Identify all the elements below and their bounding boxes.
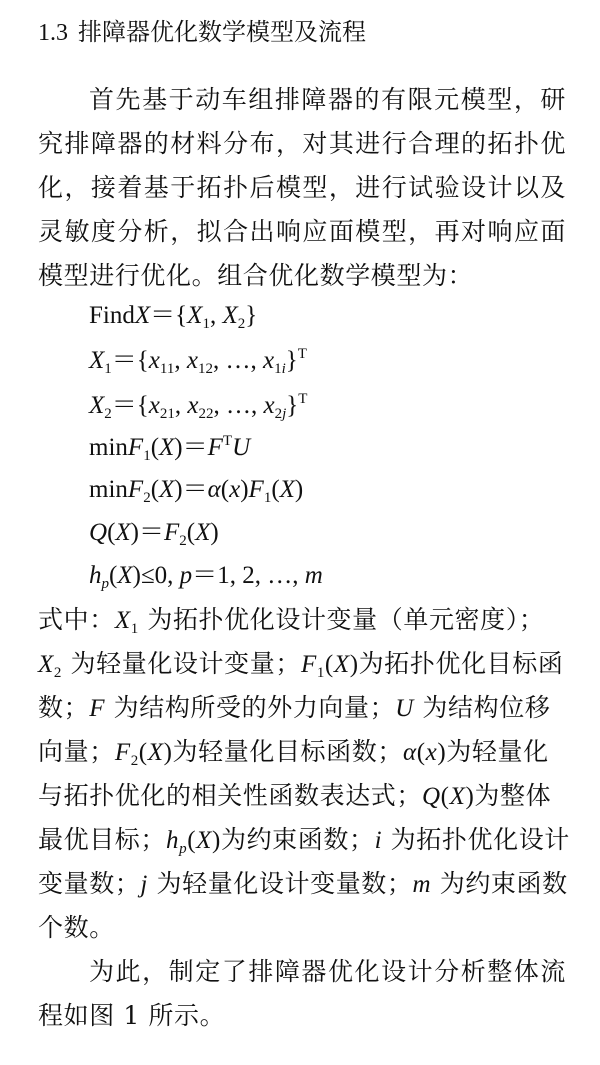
section-heading xyxy=(38,12,366,53)
closing-line-2: 程如图 1 所示。 xyxy=(38,1001,226,1030)
explanation-line-5: 与拓扑优化的相关性函数表达式；Q(X)为整体 xyxy=(38,781,552,810)
equation-x1-set: $X_1=\{x_{11}$, $x_{12}$, …, $x_{1i}\}^T$ xyxy=(89,346,307,377)
equation-find: $FindX=\{X_1$, $X_2$} xyxy=(89,302,258,332)
explanation-line-2: $X_2$ 为轻量化设计变量；$F_1(X)$为拓扑优化目标函 xyxy=(38,649,564,681)
equation-min-f1: $\min F_1(X)=F^TU$ xyxy=(89,433,251,464)
intro-line-1: 首先基于动车组排障器的有限元模型，研 xyxy=(89,85,566,114)
explanation-line-3: 数；F 为结构所受的外力向量；U 为结构位移 xyxy=(38,693,551,722)
explanation-line-8: 个数。 xyxy=(38,913,115,942)
intro-line-5: 模型进行优化。组合优化数学模型为： xyxy=(38,261,474,290)
section-title: 排障器优化数学模型及流程 xyxy=(78,18,366,46)
equation-min-f2: $\min F_2(X)=\alpha(x)F_1(X)$ xyxy=(89,476,304,506)
explanation-line-1: 式中：$X_1$ 为拓扑优化设计变量（单元密度）； xyxy=(38,605,545,637)
explanation-line-6: 最优目标；$h_p(X)$为约束函数；i 为拓扑优化设计 xyxy=(38,825,570,857)
explanation-line-4: 向量；$F_2(X)$为轻量化目标函数；α(x)为轻量化 xyxy=(38,737,549,769)
equation-q: $Q(X)=F_2(X)$ xyxy=(89,519,219,549)
intro-line-3: 化，接着基于拓扑后模型，进行试验设计以及 xyxy=(38,173,566,202)
equation-x2-set: $X_2=\{x_{21}$, $x_{22}$, …, $x_{2j}\}^T$ xyxy=(89,391,308,422)
equation-constraint: $h_p(X)\le 0$, p＝1, 2, …, m xyxy=(89,562,323,592)
explanation-line-7: 变量数；j 为轻量化设计变量数；m 为约束函数 xyxy=(38,869,568,898)
intro-line-2: 究排障器的材料分布，对其进行合理的拓扑优 xyxy=(38,129,566,158)
intro-line-4: 灵敏度分析，拟合出响应面模型，再对响应面 xyxy=(38,217,566,246)
section-number: 1.3 xyxy=(38,20,68,46)
closing-line-1: 为此，制定了排障器优化设计分析整体流 xyxy=(89,957,566,986)
